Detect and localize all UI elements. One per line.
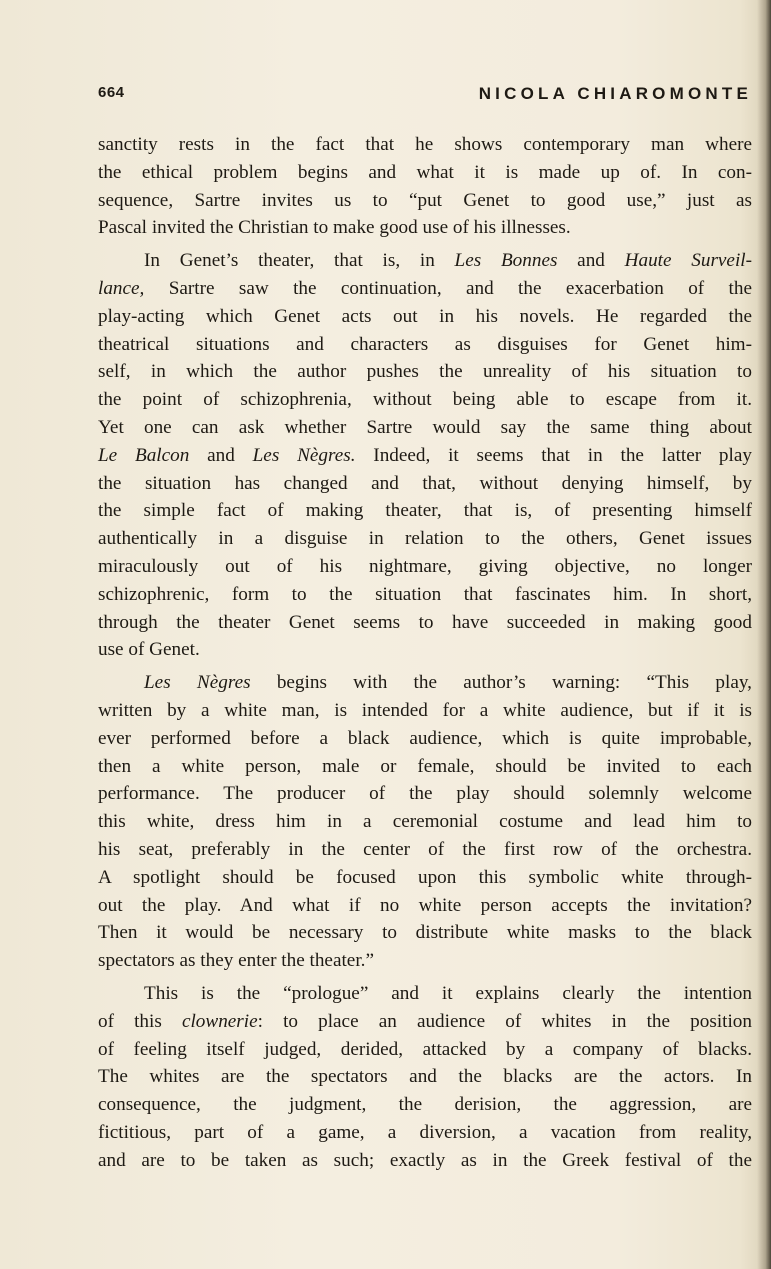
text-run: : to place an audience of whites in the position (257, 1010, 752, 1032)
text-line: written by a white man, is intended for a white audience, but if it is (98, 699, 752, 721)
text-line: A spotlight should be focused upon this symbolic white through- (98, 866, 752, 888)
text-line: out the play. And what if no white person accepts the invitation? (98, 894, 752, 916)
text-run: and (189, 444, 253, 466)
text-line: miraculously out of his nightmare, giving objective, no longer (98, 555, 752, 577)
text-line: self, in which the author pushes the unreality of his situation to (98, 361, 752, 383)
text-run: In Genet’s theater, that is, in (144, 250, 455, 272)
text-line: then a white person, male or female, should be invited to each (98, 755, 752, 777)
text-line: Then it would be necessary to distribute white masks to the black (98, 922, 752, 944)
text-line (98, 669, 752, 697)
text-line: consequence, the judgment, the derision, the aggression, are (98, 1094, 752, 1116)
text-line: this white, dress him in a ceremonial costume and lead him to (98, 811, 752, 833)
text-line (98, 247, 752, 275)
text-run: and (557, 250, 625, 272)
play-title: Les Nègres (144, 672, 251, 694)
text-line: performance. The producer of the play should solemnly welcome (98, 783, 752, 805)
text-line: his seat, preferably in the center of the first row of the orchestra. (98, 838, 752, 860)
text-line (98, 442, 752, 470)
body-text (98, 131, 752, 1174)
page-number: 664 (98, 84, 125, 101)
play-title: Les Bonnes (454, 250, 558, 272)
text-line: sanctity rests in the fact that he shows contemporary man where (98, 134, 752, 155)
text-line: through the theater Genet seems to have succeeded in making good (98, 611, 752, 633)
text-line: the situation has changed and that, without denying himself, by (98, 472, 752, 494)
text-line: Yet one can ask whether Sartre would say the same thing about (98, 416, 752, 438)
emphasis-word: clownerie (181, 1010, 258, 1032)
text-line: theatrical situations and characters as disguises for Genet him- (98, 333, 752, 355)
text-line: The whites are the spectators and the blacks are the actors. In (98, 1066, 752, 1088)
text-line: spectators as they enter the theater.” (98, 950, 374, 972)
text-line: play-acting which Genet acts out in his novels. He regarded the (98, 305, 752, 327)
play-title: Haute Surveil- (624, 250, 752, 272)
text-line: authentically in a disguise in relation to the others, Genet issues (98, 528, 752, 550)
text-run: Sartre saw the continuation, and the exacerbation of the (144, 277, 752, 299)
text-line: and are to be taken as such; exactly as in the Greek festival of the (98, 1149, 752, 1171)
page-edge-shadow (757, 0, 771, 1269)
text-line: ever performed before a black audience, which is quite improbable, (98, 727, 752, 749)
text-line: the point of schizophrenia, without being able to escape from it. (98, 389, 752, 411)
text-line: sequence, Sartre invites us to “put Genet to good use,” just as (98, 189, 752, 211)
text-line: fictitious, part of a game, a diversion, a vacation from reality, (98, 1121, 752, 1143)
text-line: This is the “prologue” and it explains clearly the intention (144, 982, 752, 1004)
text-line: of feeling itself judged, derided, attacked by a company of blacks. (98, 1038, 752, 1060)
text-run: Indeed, it seems that in the latter play (355, 444, 752, 466)
text-line (98, 275, 752, 303)
text-line: the simple fact of making theater, that is, of presenting himself (98, 500, 752, 522)
text-line: the ethical problem begins and what it is made up of. In con- (98, 161, 752, 183)
text-line: use of Genet. (98, 639, 200, 661)
play-title: Le Balcon (98, 444, 190, 466)
text-line (98, 1008, 752, 1036)
running-head (98, 84, 752, 108)
play-title: Les Nègres. (252, 444, 356, 466)
text-line: schizophrenic, form to the situation that fascinates him. In short, (98, 583, 752, 605)
text-run: begins with the author’s warning: “This play, (250, 672, 752, 694)
text-run: of this (98, 1010, 182, 1032)
author-name: NICOLA CHIAROMONTE (478, 84, 752, 103)
text-line: Pascal invited the Christian to make good use of his illnesses. (98, 217, 571, 239)
play-title: lance, (98, 277, 145, 299)
